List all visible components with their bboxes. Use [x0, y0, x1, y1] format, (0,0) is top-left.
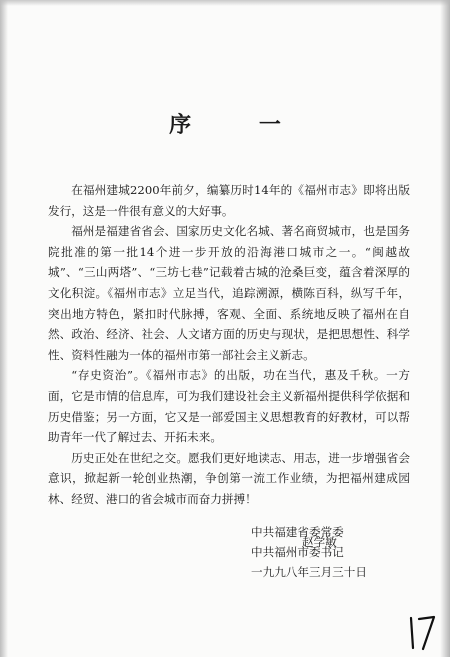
signatory-title-provincial: 中共福建省委常委 [251, 525, 344, 539]
paragraph-1: 在福州建城2200年前夕，编纂历时14年的《福州市志》即将出版发行，这是一件很有意义的大好事。 [48, 183, 410, 218]
paragraph-4: 历史正处在世纪之交。愿我们更好地读志、用志，进一步增强省会意识，掀起新一轮创业热潮，争创第一流工作业绩，为把福州建成园林、经贸、港口的省会城市而奋力拼搏！ [48, 450, 410, 506]
paragraph-3: “存史资治”。《福州市志》的出版，功在当代，惠及千秋。一方面，它是市情的信息库，可为我们建设社会主义新福州提供科学依据和历史借鉴；另一方面，它又是一部爱国主义思想教育的好教材，可以帮助青年一代了解过去、开拓未来。 [48, 368, 410, 445]
signature-date: 一九九八年三月三十日 [251, 565, 367, 579]
signature-block [251, 522, 421, 582]
preface-body [48, 180, 410, 510]
paragraph-2: 福州是福建省省会、国家历史文化名城、著名商贸城市，也是国务院批准的第一批14个进一步开放的沿海港口城市之一。“闽越故城”、“三山两塔”、“三坊七巷”记载着古城的沧桑巨变，蕴含着深厚的文化积淀。《福州市志》立足当代，追踪溯源，横陈百科，纵写千年，突出地方特色，紧扣时代脉搏，客观、全面、系统地反映了福州在自然、政治、经济、社会、人文诸方面的历史与现状，是把思想性、科学性、资料性融为一体的福州市第一部社会主义新志。 [48, 224, 410, 362]
scan-shadow-top [0, 0, 450, 6]
handwritten-page-number [405, 612, 439, 652]
preface-title: 序 一 [169, 112, 311, 138]
scan-shadow-right [440, 0, 450, 657]
signatory-title-municipal: 中共福州市委书记 [251, 545, 344, 559]
scan-shadow-left [0, 0, 8, 657]
signatory-name: 赵学敏 [302, 535, 337, 549]
